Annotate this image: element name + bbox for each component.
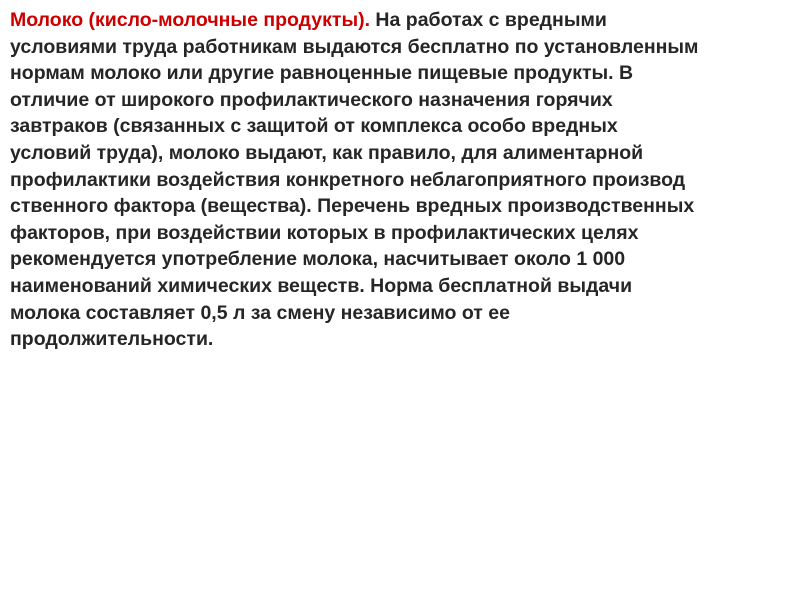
text-line: профилактики воздействия конкретного неблагоприятного производ [10, 168, 686, 191]
first-line-text: На работах с вредными [370, 9, 607, 31]
text-line: рекомендуется употребление молока, насчитывает около 1 000 [10, 248, 626, 271]
text-line: условиями труда работникам выдаются бесплатно по установленным [10, 35, 699, 58]
text-line: наименований химических веществ. Норма бесплатной выдачи [10, 274, 633, 297]
body-text-block [10, 7, 795, 353]
text-line: факторов, при воздействии которых в профилактических целях [10, 221, 639, 244]
text-line [10, 7, 795, 34]
text-line: нормам молоко или другие равноценные пищевые продукты. В [10, 62, 634, 85]
heading-title: Молоко (кисло-молочные продукты). [10, 9, 371, 31]
text-line: завтраков (связанных с защитой от комплекса особо вредных [10, 115, 618, 138]
text-line: ственного фактора (вещества). Перечень вредных производственных [10, 195, 695, 218]
text-line: отличие от широкого профилактического назначения горячих [10, 88, 613, 111]
text-line: продолжительности. [10, 328, 214, 351]
text-line: молока составляет 0,5 л за смену независимо от ее [10, 301, 510, 324]
text-line: условий труда), молоко выдают, как правило, для алиментарной [10, 141, 644, 164]
